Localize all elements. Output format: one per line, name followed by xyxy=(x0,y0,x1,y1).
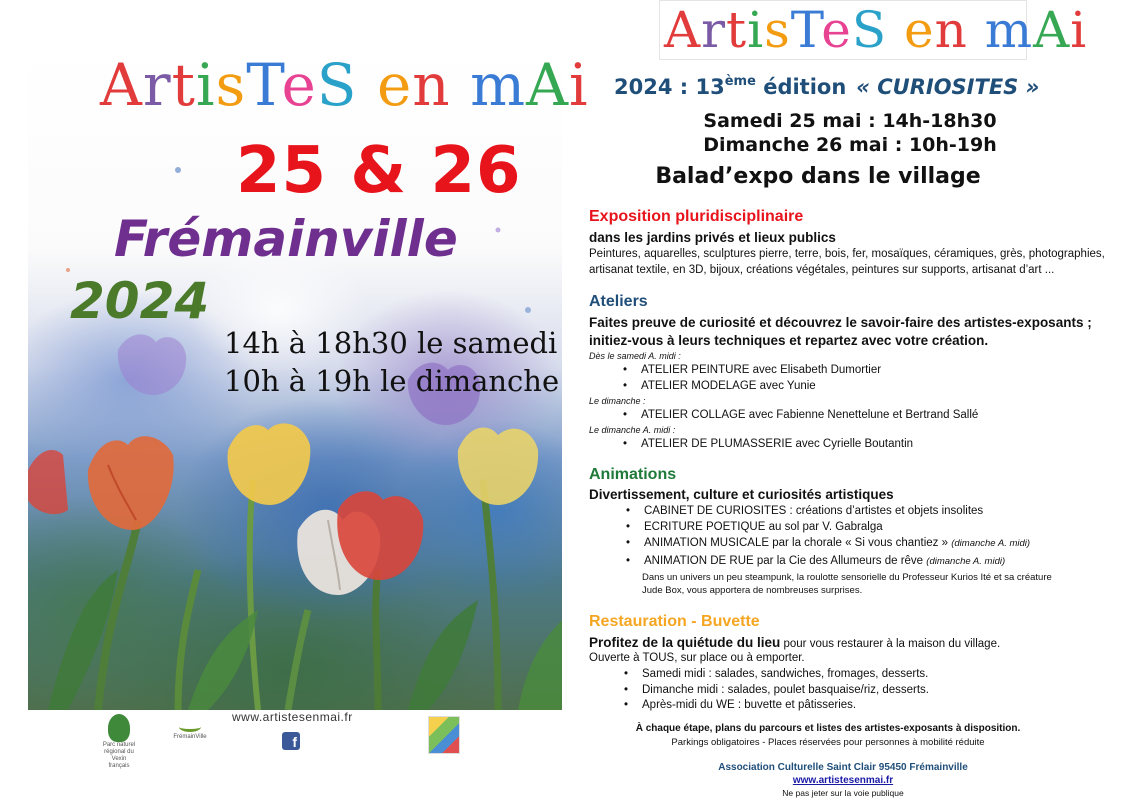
schedule xyxy=(600,109,1100,157)
title-letter: S xyxy=(851,1,888,59)
title-letter: r xyxy=(142,51,172,119)
title-letter: e xyxy=(904,1,935,59)
poster-hours-sunday: 10h à 19h le dimanche xyxy=(224,364,560,398)
title-letter: S xyxy=(316,51,358,119)
parc-naturel-logo xyxy=(102,714,136,770)
atelier-item: • ATELIER MODELAGE avec Yunie xyxy=(641,380,816,392)
title-letter: e xyxy=(281,51,317,119)
ville-logo-text: FrémainVille xyxy=(173,734,207,740)
title-letter: s xyxy=(764,1,791,59)
poster-town: Frémainville xyxy=(114,210,458,268)
animation-item xyxy=(644,555,1005,567)
parking-notice: Parkings obligatoires - Places réservées pour personnes à mobilité réduite xyxy=(671,737,985,748)
atelier-item: • ATELIER PEINTURE avec Elisabeth Dumortier xyxy=(641,364,881,376)
exposition-title: Exposition pluridisciplinaire xyxy=(589,208,804,225)
artistes-en-mai-logo xyxy=(659,0,1088,60)
restauration-item: • Dimanche midi : salades, poulet basquaise/riz, desserts. xyxy=(642,684,929,696)
exposition-line-1: Peintures, aquarelles, sculptures pierre, terre, bois, fer, mosaïques, céramiques, grès, photographies, xyxy=(589,248,1105,260)
ateliers-label-sunday: Le dimanche : xyxy=(589,396,646,406)
title-letter: A xyxy=(526,51,569,119)
edition-line xyxy=(614,74,1039,99)
title-letter xyxy=(968,1,985,59)
title-letter: A xyxy=(1033,1,1071,59)
title-letter: i xyxy=(747,1,765,59)
poster-hours-saturday: 14h à 18h30 le samedi xyxy=(224,326,558,360)
atelier-item: • ATELIER DE PLUMASSERIE avec Cyrielle Boutantin xyxy=(641,438,913,450)
restauration-line-2: Ouverte à TOUS, sur place ou à emporter. xyxy=(589,652,805,664)
edition-prefix: 2024 : 13 xyxy=(614,75,725,99)
ateliers-label-sunday-afternoon: Le dimanche A. midi : xyxy=(589,425,676,435)
restauration-intro-rest: pour vous restaurer à la maison du village. xyxy=(780,638,1001,650)
poster-footer xyxy=(20,710,562,769)
animation-item: • CABINET DE CURIOSITES : créations d’artistes et objets insolites xyxy=(644,505,983,517)
ateliers-intro-2: initiez-vous à leurs techniques et repartez avec votre création. xyxy=(589,333,989,348)
plans-notice: À chaque étape, plans du parcours et listes des artistes-exposants à disposition. xyxy=(635,723,1021,734)
association-name: Association Culturelle Saint Clair 95450 Frémainville xyxy=(718,762,968,773)
title-letter: m xyxy=(984,1,1034,59)
edition-theme: « CURIOSITES » xyxy=(856,75,1040,99)
title-letter: T xyxy=(790,1,822,59)
logo-title xyxy=(664,0,1087,61)
title-letter: n xyxy=(934,1,968,59)
event-poster xyxy=(20,50,589,769)
title-letter: n xyxy=(412,51,451,119)
title-letter: m xyxy=(470,51,527,119)
exposition-line-2: artisanat textile, en 3D, bijoux, créations végétales, peintures sur supports, artisanat d’art ... xyxy=(589,264,1055,276)
animations-title: Animations xyxy=(589,466,677,483)
animations-subtitle: Divertissement, culture et curiosités artistiques xyxy=(589,487,894,502)
poster-title-artistes-en-mai xyxy=(100,51,589,119)
animation-item-text: ANIMATION MUSICALE par la chorale « Si vous chantiez » xyxy=(644,537,952,549)
title-letter xyxy=(451,51,470,119)
disposal-notice: Ne pas jeter sur la voie publique xyxy=(782,788,904,798)
edition-suffix: édition xyxy=(755,75,847,99)
parc-leaf-icon xyxy=(108,714,130,742)
parc-logo-text: Parc naturel régional du Vexin français xyxy=(102,742,136,769)
schedule-saturday: Samedi 25 mai : 14h-18h30 xyxy=(703,110,997,132)
animation-item-text: ANIMATION DE RUE par la Cie des Allumeurs de rêve xyxy=(644,555,927,567)
restauration-intro-bold: Profitez de la quiétude du lieu xyxy=(589,635,781,650)
ville-mark-icon xyxy=(179,722,201,732)
animation-description-2: Jude Box, vous apportera de nombreuses surprises. xyxy=(642,585,863,596)
restauration-title: Restauration - Buvette xyxy=(589,613,760,630)
title-letter: t xyxy=(171,51,196,119)
title-letter: i xyxy=(1070,1,1088,59)
ateliers-label-saturday: Dès le samedi A. midi : xyxy=(589,351,681,361)
poster-watercolor-background xyxy=(28,50,589,710)
animation-item-note: (dimanche A. midi) xyxy=(926,556,1006,567)
edition-sup: ème xyxy=(724,74,756,89)
animation-description-1: Dans un univers un peu steampunk, la roulotte sensorielle du Professeur Kurios Ité et sa créature xyxy=(642,572,1052,583)
title-letter: e xyxy=(376,51,413,119)
restauration-item: • Samedi midi : salades, sandwiches, fromages, desserts. xyxy=(642,668,928,680)
facebook-icon[interactable]: f xyxy=(282,732,300,750)
title-letter xyxy=(358,51,377,119)
title-letter: A xyxy=(100,51,143,119)
title-letter: s xyxy=(215,51,247,119)
balad-expo-heading: Balad’expo dans le village xyxy=(655,164,981,189)
title-letter: t xyxy=(726,1,748,59)
website-link[interactable]: www.artistesenmai.fr xyxy=(792,775,894,786)
ateliers-intro-1: Faites preuve de curiosité et découvrez le savoir-faire des artistes-exposants ; xyxy=(589,315,1092,330)
poster-dates: 25 & 26 xyxy=(236,134,522,208)
title-letter: A xyxy=(664,1,702,59)
atelier-item: • ATELIER COLLAGE avec Fabienne Nenettelune et Bertrand Sallé xyxy=(641,409,978,421)
restauration-intro xyxy=(589,635,1000,650)
association-logo xyxy=(428,716,460,754)
title-letter: T xyxy=(246,51,282,119)
poster-website[interactable]: www.artistesenmai.fr xyxy=(232,710,353,724)
ateliers-title: Ateliers xyxy=(589,293,648,310)
animation-item xyxy=(644,537,1030,549)
title-letter: i xyxy=(195,51,216,119)
animation-item: • ECRITURE POETIQUE au sol par V. Gabralga xyxy=(644,521,883,533)
restauration-item: • Après-midi du WE : buvette et pâtisseries. xyxy=(642,699,856,711)
exposition-subtitle: dans les jardins privés et lieux publics xyxy=(589,230,836,245)
poster-hours xyxy=(224,324,559,400)
title-letter: e xyxy=(821,1,852,59)
animation-item-note: (dimanche A. midi) xyxy=(951,538,1031,549)
title-letter xyxy=(887,1,904,59)
fremainville-logo xyxy=(170,722,210,741)
schedule-sunday: Dimanche 26 mai : 10h-19h xyxy=(703,134,997,156)
title-letter: i xyxy=(568,51,589,119)
title-letter: r xyxy=(701,1,727,59)
poster-year: 2024 xyxy=(70,272,210,330)
